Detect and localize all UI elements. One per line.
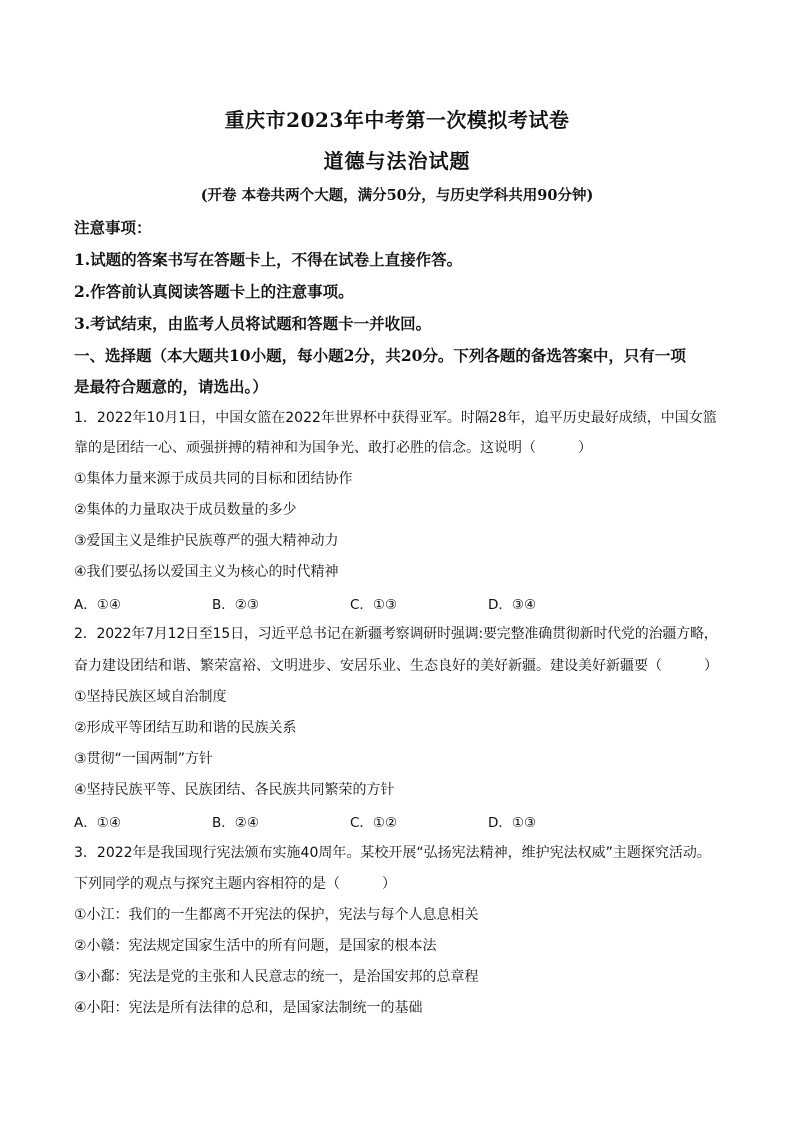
question-1-statement: ③爱国主义是维护民族尊严的强大精神动力: [74, 533, 339, 549]
instruction-item: 2.作答前认真阅读答题卡上的注意事项。: [74, 282, 354, 301]
question-2-statement: ②形成平等团结互助和谐的民族关系: [74, 720, 297, 736]
exam-title: 重庆市2023年中考第一次模拟考试卷: [224, 108, 570, 132]
question-1-statement: ②集体的力量取决于成员数量的多少: [74, 502, 297, 518]
option-c: C．①②: [350, 815, 398, 831]
question-2-statement: ③贯彻“一国两制”方针: [74, 751, 214, 767]
option-a: A．①④: [74, 597, 121, 613]
section-heading-cont: 是最符合题意的，请选出。）: [74, 377, 268, 396]
option-d: D．③④: [488, 597, 537, 613]
question-3-statement: ③小鄱：宪法是党的主张和人民意志的统一，是治国安邦的总章程: [74, 969, 479, 985]
instructions-heading: 注意事项：: [74, 218, 152, 237]
question-2-statement: ①坚持民族区域自治制度: [74, 689, 227, 705]
question-1-stem: 1．2022年10月1日，中国女篮在2022年世界杯中获得亚军。时隔28年，追平历史最好成绩，中国女篮: [74, 410, 717, 426]
exam-note: (开卷 本卷共两个大题，满分50分，与历史学科共用90分钟): [200, 187, 594, 204]
question-3-statement: ④小阳：宪法是所有法律的总和，是国家法制统一的基础: [74, 1000, 423, 1016]
option-d: D．①③: [488, 815, 537, 831]
question-3-stem-cont: 下列同学的观点与探究主题内容相符的是（ ）: [74, 876, 396, 892]
question-1-statement: ①集体力量来源于成员共同的目标和团结协作: [74, 471, 353, 487]
question-1-stem-cont: 靠的是团结一心、顽强拼搏的精神和为国争光、敢打必胜的信念。这说明（ ）: [74, 440, 592, 456]
exam-subject: 道德与法治试题: [323, 149, 471, 173]
option-c: C．①③: [350, 597, 398, 613]
option-b: B．②③: [212, 597, 259, 613]
instruction-item: 3.考试结束，由监考人员将试题和答题卡一并收回。: [74, 314, 432, 333]
question-2-stem: 2．2022年7月12日至15日，习近平总书记在新疆考察调研时强调:要完整准确贯彻新时代党的治疆方略，: [74, 626, 718, 642]
instruction-item: 1.试题的答案书写在答题卡上，不得在试卷上直接作答。: [74, 250, 463, 269]
question-2-statement: ④坚持民族平等、民族团结、各民族共同繁荣的方针: [74, 782, 395, 798]
question-3-stem: 3．2022年是我国现行宪法颁布实施40周年。某校开展“弘扬宪法精神，维护宪法权威”主题探究活动。: [74, 845, 711, 861]
question-2-stem-cont: 奋力建设团结和谐、繁荣富裕、文明进步、安居乐业、生态良好的美好新疆。建设美好新疆要（ ）: [74, 658, 718, 674]
option-a: A．①④: [74, 815, 121, 831]
question-3-statement: ①小江：我们的一生都离不开宪法的保护，宪法与每个人息息相关: [74, 907, 479, 923]
question-1-statement: ④我们要弘扬以爱国主义为核心的时代精神: [74, 564, 339, 580]
section-heading: 一、选择题（本大题共10小题，每小题2分，共20分。下列各题的备选答案中，只有一项: [74, 346, 686, 365]
option-b: B．②④: [212, 815, 259, 831]
question-3-statement: ②小赣：宪法规定国家生活中的所有问题，是国家的根本法: [74, 938, 437, 954]
